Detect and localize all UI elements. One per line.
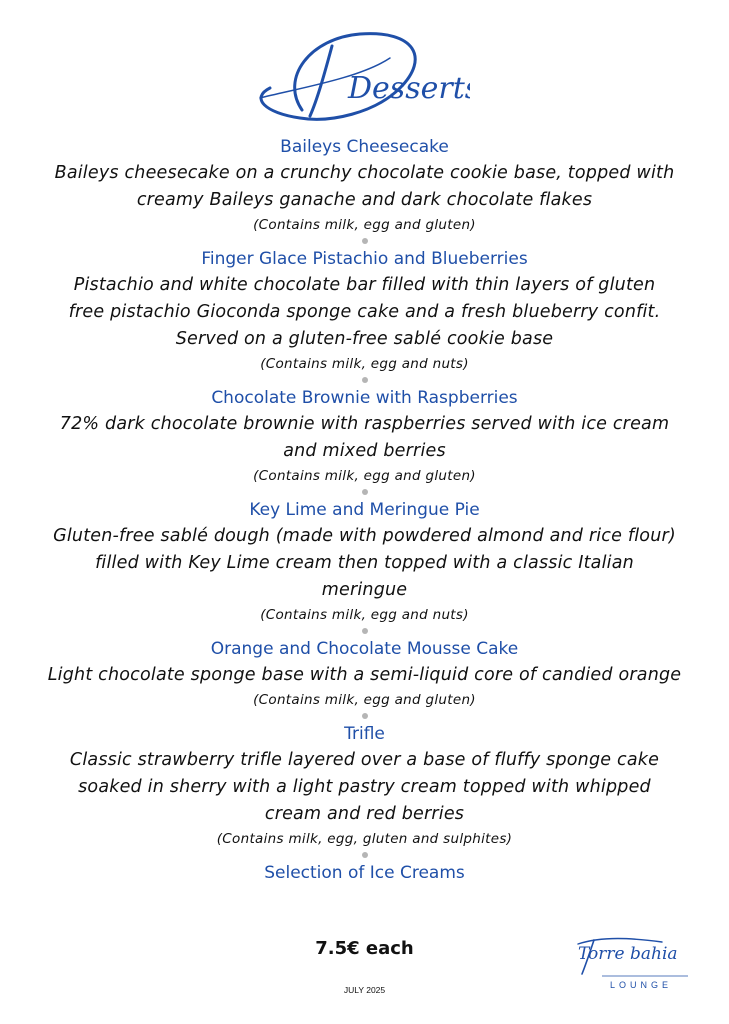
item-description: Baileys cheesecake on a crunchy chocolate cookie base, topped with creamy Baileys ganache and dark chocolate flakes xyxy=(54,163,675,210)
item-description: Light chocolate sponge base with a semi-liquid core of candied orange xyxy=(47,665,682,685)
item-name: Chocolate Brownie with Raspberries xyxy=(211,388,518,408)
dot-separator xyxy=(362,852,368,858)
logo-script-text: Torre bahia xyxy=(578,944,678,964)
menu-item xyxy=(0,638,729,710)
item-description: Gluten-free sablé dough (made with powdered almond and rice flour) filled with Key Lime cream then topped with a classic Italian meringue xyxy=(53,526,676,600)
item-allergens: (Contains milk, egg and gluten) xyxy=(253,692,476,708)
item-description: 72% dark chocolate brownie with raspberries served with ice cream and mixed berries xyxy=(59,414,670,461)
menu-item xyxy=(0,136,729,235)
page-title xyxy=(240,18,470,138)
item-name-ice-creams: Selection of Ice Creams xyxy=(264,863,465,883)
desserts-script-title xyxy=(240,18,470,138)
title-text: Desserts xyxy=(348,71,470,106)
price-label: 7.5€ each xyxy=(315,938,414,959)
dot-separator xyxy=(362,628,368,634)
item-name: Baileys Cheesecake xyxy=(280,137,449,157)
torre-bahia-logo xyxy=(572,930,694,1000)
logo-subtitle: LOUNGE xyxy=(610,980,673,990)
dot-separator xyxy=(362,238,368,244)
dot-separator xyxy=(362,377,368,383)
menu-item xyxy=(0,248,729,374)
dot-separator xyxy=(362,489,368,495)
item-name: Orange and Chocolate Mousse Cake xyxy=(210,639,519,659)
menu-item xyxy=(0,499,729,625)
item-allergens: (Contains milk, egg and nuts) xyxy=(260,607,469,623)
dot-separator xyxy=(362,713,368,719)
item-allergens: (Contains milk, egg and gluten) xyxy=(253,217,476,233)
item-name: Trifle xyxy=(344,724,385,744)
menu-item xyxy=(0,723,729,849)
item-name: Finger Glace Pistachio and Blueberries xyxy=(201,249,528,269)
menu-date: JULY 2025 xyxy=(343,985,386,995)
item-allergens: (Contains milk, egg, gluten and sulphites) xyxy=(216,831,513,847)
item-description: Classic strawberry trifle layered over a base of fluffy sponge cake soaked in sherry with a light pastry cream topped with whipped cream and red berries xyxy=(69,750,660,824)
dessert-menu xyxy=(0,136,729,884)
item-name: Key Lime and Meringue Pie xyxy=(249,500,480,520)
item-allergens: (Contains milk, egg and gluten) xyxy=(253,468,476,484)
menu-item xyxy=(0,387,729,486)
item-allergens: (Contains milk, egg and nuts) xyxy=(260,356,469,372)
item-description: Pistachio and white chocolate bar filled with thin layers of gluten free pistachio Gioconda sponge cake and a fresh blueberry confit. Served on a gluten-free sablé cookie base xyxy=(68,275,661,349)
